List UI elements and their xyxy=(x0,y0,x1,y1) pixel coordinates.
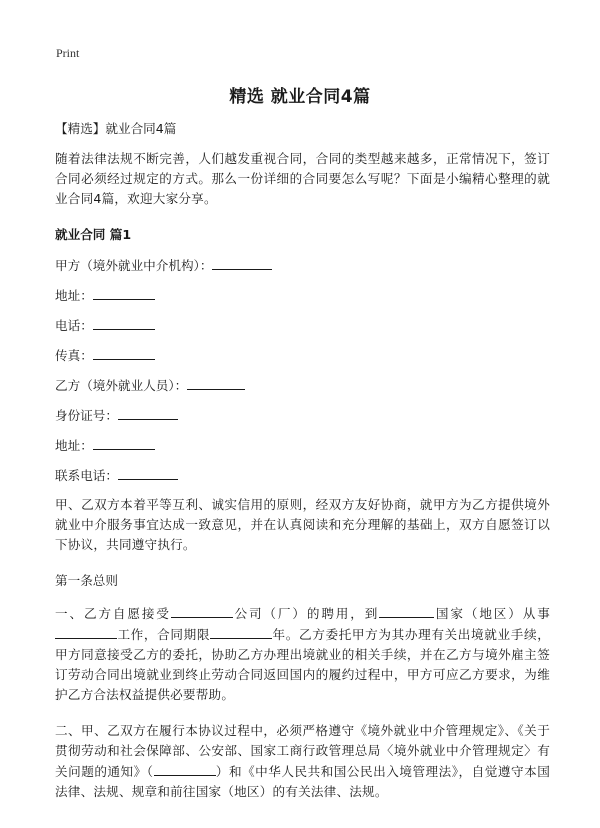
document-title: 精选 就业合同4篇 xyxy=(229,87,371,107)
fax-field xyxy=(55,345,550,365)
party-b-blank xyxy=(187,375,245,390)
country-blank xyxy=(379,603,434,618)
id-number-field xyxy=(55,405,550,425)
clause-1-text-4: 工作，合同期限 xyxy=(117,627,211,642)
contact-phone-field xyxy=(55,465,550,485)
article-heading: 第一条总则 xyxy=(55,573,118,588)
fax-label: 传真： xyxy=(55,348,93,363)
clause-2-text-1: 二、甲、乙双方在履行本协议过程中，必须严格遵守《境外就业中介管理规定》、《关于贯彻劳动和社会保障部、公安部、国家工商行政管理总局〈境外就业中介管理规定〉有关问题的通知》（ xyxy=(55,723,550,779)
document-subtitle: 【精选】就业合同4篇 xyxy=(55,121,177,136)
party-a-label: 甲方（境外就业中介机构）： xyxy=(55,258,213,273)
employer-blank xyxy=(171,603,233,618)
job-blank xyxy=(55,624,117,639)
notice-number-blank xyxy=(154,761,216,776)
phone-label: 电话： xyxy=(55,318,93,333)
party-a-field xyxy=(55,255,550,275)
id-number-label: 身份证号： xyxy=(55,408,118,423)
address-a-label: 地址： xyxy=(55,288,93,303)
party-b-label: 乙方（境外就业人员）： xyxy=(55,378,188,393)
clause-1-text-5: 年。乙方委托甲方为其办理有关出境就业手续，甲方同意接受乙方的委托，协助乙方办理出境就业的相关手续，并在乙方与境外雇主签订劳动合同出境就业到终止劳动合同返回国内的履约过程中，甲方可应乙方要求，为维护乙方合法权益提供必要帮助。 xyxy=(55,627,550,702)
address-b-blank xyxy=(93,435,155,450)
party-a-blank xyxy=(212,255,272,270)
document-body xyxy=(55,119,550,802)
intro-paragraph: 随着法律法规不断完善，人们越发重视合同，合同的类型越来越多，正常情况下，签订合同必须经过规定的方式。那么一份详细的合同要怎么写呢？下面是小编精心整理的就业合同4篇，欢迎大家分享。 xyxy=(55,151,550,206)
address-b-field xyxy=(55,435,550,455)
address-a-blank xyxy=(93,285,155,300)
agreement-paragraph: 甲、乙双方本着平等互利、诚实信用的原则，经双方友好协商，就甲方为乙方提供境外就业中介服务事宜达成一致意见，并在认真阅读和充分理解的基础上，双方自愿签订以下协议，共同遵守执行。 xyxy=(55,497,550,552)
term-blank xyxy=(210,624,272,639)
address-a-field xyxy=(55,285,550,305)
clause-1-paragraph xyxy=(55,603,550,705)
phone-blank xyxy=(93,315,155,330)
clause-2-paragraph xyxy=(55,721,550,802)
clause-1-text-3: 国家（地区）从事 xyxy=(434,606,551,621)
phone-field xyxy=(55,315,550,335)
contact-phone-blank xyxy=(118,465,178,480)
address-b-label: 地址： xyxy=(55,438,93,453)
clause-1-text-1: 一、乙方自愿接受 xyxy=(55,606,171,621)
fax-blank xyxy=(93,345,155,360)
party-b-field xyxy=(55,375,550,395)
print-label[interactable]: Print xyxy=(56,46,80,60)
contact-phone-label: 联系电话： xyxy=(55,468,118,483)
clause-1-text-2: 公司（厂）的聘用，到 xyxy=(232,606,380,621)
clause-2-text-2: ）和《中华人民共和国公民出入境管理法》，自觉遵守本国法律、法规、规章和前往国家（地区）的有关法律、法规。 xyxy=(55,764,550,799)
id-number-blank xyxy=(118,405,178,420)
section-heading: 就业合同 篇1 xyxy=(55,227,132,242)
